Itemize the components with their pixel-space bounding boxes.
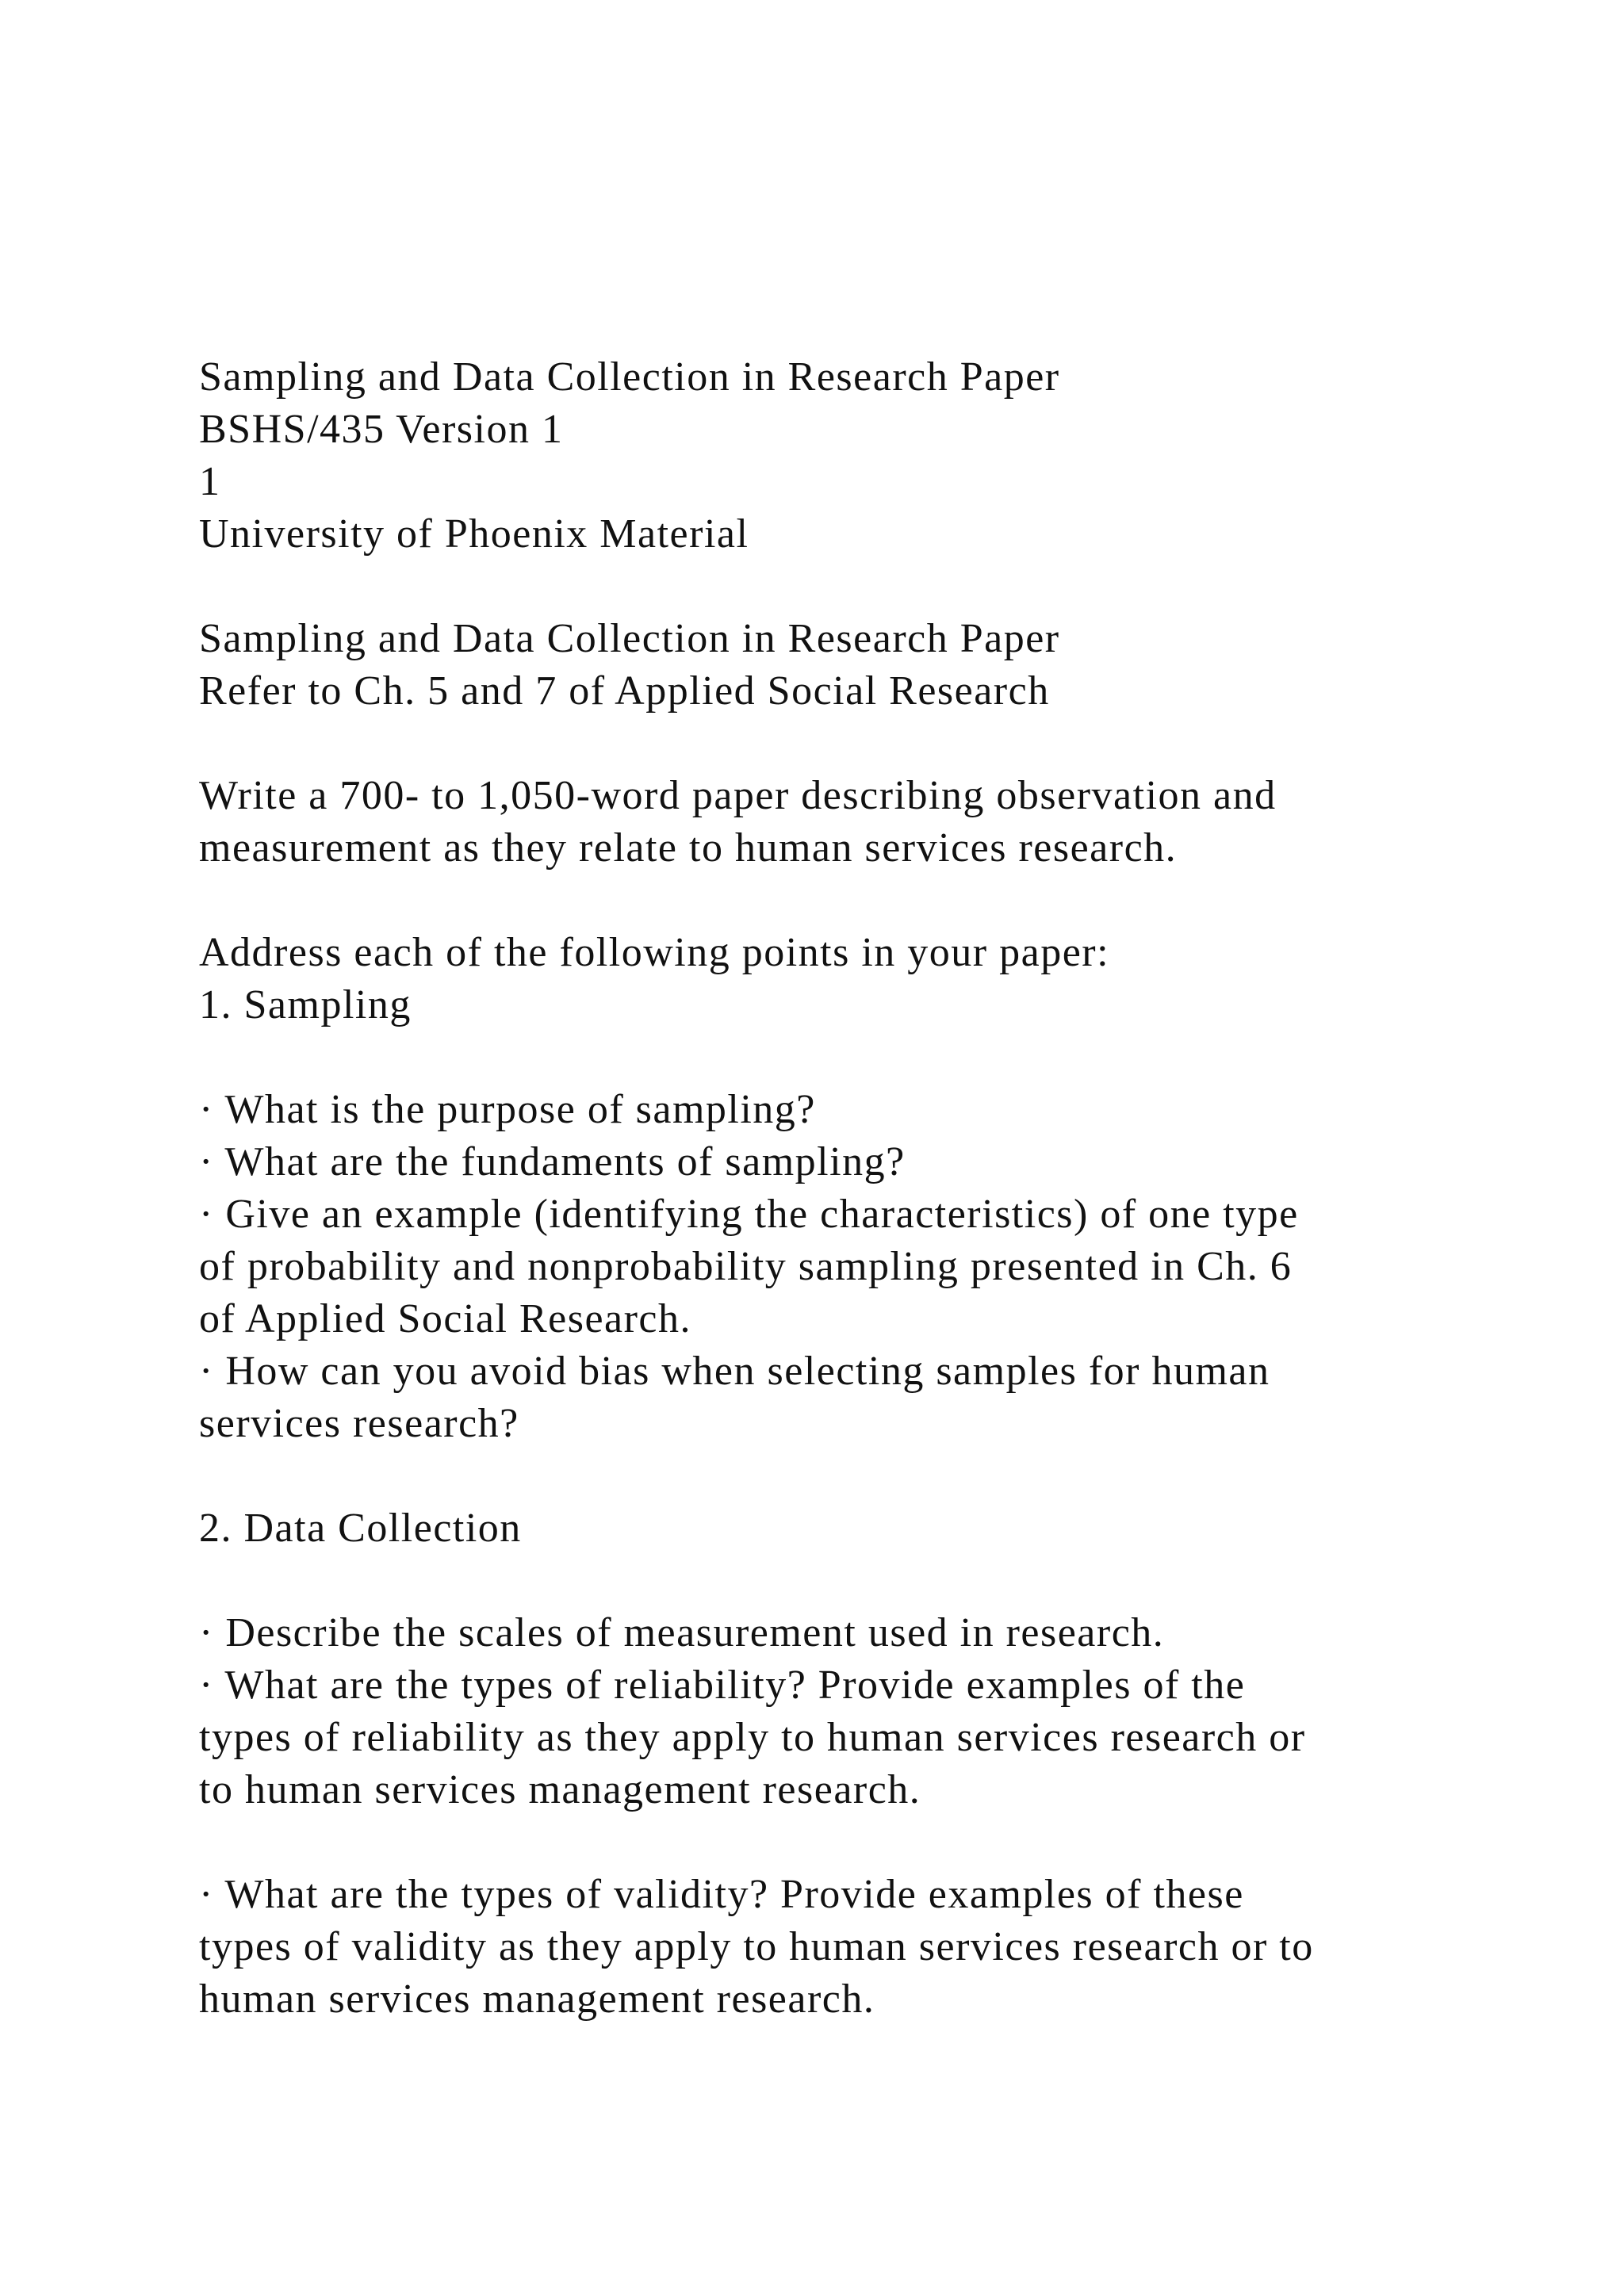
bullet-line: · What are the types of reliability? Provide examples of the — [199, 1663, 1246, 1708]
bullet-line: to human services management research. — [199, 1767, 921, 1812]
section-heading-data-collection: 2. Data Collection — [199, 1506, 522, 1551]
institution-label: University of Phoenix Material — [199, 511, 749, 557]
bullet-line: of probability and nonprobability sampling presented in Ch. 6 — [199, 1244, 1293, 1289]
bullet-line: · What is the purpose of sampling? — [199, 1087, 816, 1132]
bullet-line: of Applied Social Research. — [199, 1296, 692, 1341]
spacer — [199, 1031, 1515, 1084]
bullet-line: · Give an example (identifying the characteristics) of one type — [199, 1192, 1299, 1237]
spacer — [199, 874, 1515, 927]
spacer — [199, 561, 1515, 613]
spacer — [199, 1555, 1515, 1607]
spacer — [199, 1450, 1515, 1502]
bullet-line: · How can you avoid bias when selecting samples for human — [199, 1349, 1270, 1394]
instruction-line: measurement as they relate to human services research. — [199, 825, 1178, 871]
bullet-line: · Describe the scales of measurement used in research. — [199, 1610, 1165, 1655]
header-title: Sampling and Data Collection in Research Paper — [199, 354, 1060, 400]
bullet-line: types of reliability as they apply to human services research or — [199, 1715, 1306, 1760]
document-body — [199, 351, 1515, 2026]
course-version: BSHS/435 Version 1 — [199, 407, 564, 452]
bullet-line: services research? — [199, 1401, 519, 1446]
spacer — [199, 718, 1515, 770]
address-intro: Address each of the following points in your paper: — [199, 930, 1110, 975]
reference-text: Refer to Ch. 5 and 7 of Applied Social Research — [199, 668, 1050, 714]
bullet-line: · What are the types of validity? Provide examples of these — [199, 1872, 1244, 1917]
section-heading-sampling: 1. Sampling — [199, 982, 412, 1027]
bullet-line: types of validity as they apply to human services research or to — [199, 1924, 1314, 1969]
bullet-line: human services management research. — [199, 1976, 875, 2022]
instruction-line: Write a 700- to 1,050-word paper describing observation and — [199, 773, 1277, 818]
page-number: 1 — [199, 459, 221, 504]
bullet-line: · What are the fundaments of sampling? — [199, 1139, 906, 1184]
spacer — [199, 1816, 1515, 1869]
assignment-title: Sampling and Data Collection in Research Paper — [199, 616, 1060, 661]
